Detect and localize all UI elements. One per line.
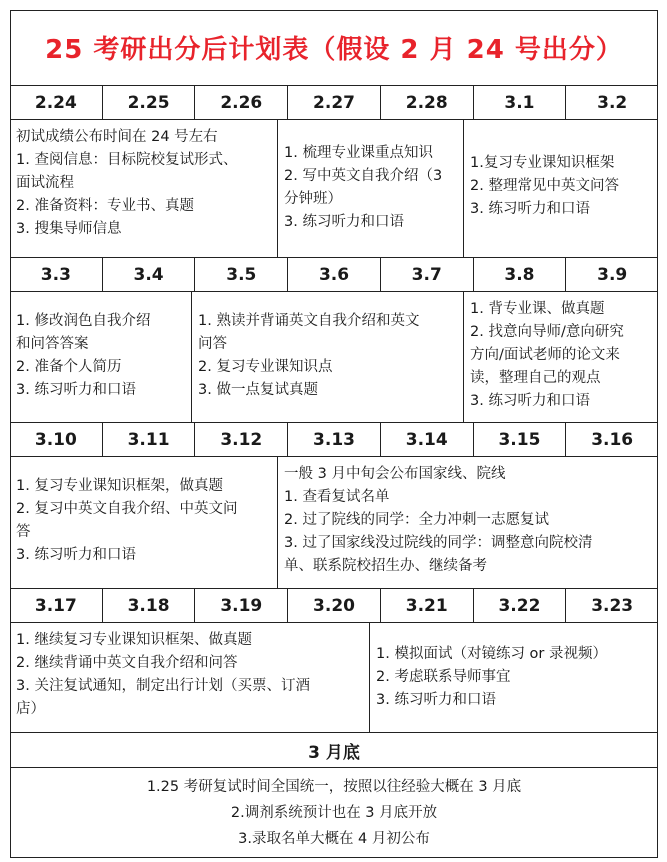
date-cell: 3.8	[474, 258, 567, 291]
task-block	[464, 292, 658, 423]
task-line: 1. 熟读并背诵英文自我介绍和英文	[198, 313, 420, 329]
task-block	[192, 292, 464, 423]
task-block	[10, 120, 278, 258]
date-row-week-1	[10, 86, 658, 120]
date-cell: 3.20	[288, 589, 381, 622]
task-line: 2. 准备资料：专业书、真题	[16, 198, 194, 214]
task-block	[10, 623, 370, 733]
task-line: 2. 继续背诵中英文自我介绍和问答	[16, 655, 238, 671]
task-block	[464, 120, 658, 258]
date-cell: 2.24	[10, 86, 103, 119]
month-end-heading: 3 月底	[10, 733, 658, 768]
task-line: 1. 查看复试名单	[284, 489, 390, 505]
task-line: 3. 练习听力和口语	[376, 692, 496, 708]
task-line: 3. 搜集导师信息	[16, 221, 122, 237]
note-line: 2.调剂系统预计也在 3 月底开放	[230, 805, 438, 821]
note-line: 3.录取名单大概在 4 月初公布	[238, 831, 430, 847]
date-cell: 3.15	[474, 423, 567, 456]
task-block	[10, 457, 278, 589]
task-line: 店）	[16, 701, 45, 717]
task-line: 面试流程	[16, 175, 74, 191]
task-line: 分钟班）	[284, 191, 342, 207]
date-cell: 3.12	[195, 423, 288, 456]
date-cell: 2.27	[288, 86, 381, 119]
task-line: 2. 写中英文自我介绍（3	[284, 168, 443, 184]
task-line: 2. 复习中英文自我介绍、中英文问	[16, 501, 238, 517]
date-cell: 2.28	[381, 86, 474, 119]
task-line: 3. 练习听力和口语	[470, 201, 590, 217]
task-line: 一般 3 月中旬会公布国家线、院线	[284, 466, 506, 482]
date-cell: 3.6	[288, 258, 381, 291]
task-line: 3. 练习听力和口语	[16, 382, 136, 398]
task-line: 2. 过了院线的同学：全力冲刺一志愿复试	[284, 512, 549, 528]
note-line: 1.25 考研复试时间全国统一，按照以往经验大概在 3 月底	[146, 779, 522, 795]
date-cell: 3.4	[103, 258, 196, 291]
task-line: 1. 梳理专业课重点知识	[284, 145, 433, 161]
task-line: 2. 准备个人简历	[16, 359, 122, 375]
date-cell: 3.13	[288, 423, 381, 456]
task-line: 方向/面试老师的论文来	[470, 347, 620, 363]
task-line: 1. 背专业课、做真题	[470, 301, 605, 317]
task-line: 1.复习专业课知识框架	[470, 155, 615, 171]
date-cell: 3.22	[474, 589, 567, 622]
task-line: 1. 复习专业课知识框架，做真题	[16, 478, 223, 494]
date-cell: 3.3	[10, 258, 103, 291]
date-cell: 3.10	[10, 423, 103, 456]
page-title: 25 考研出分后计划表（假设 2 月 24 号出分）	[10, 10, 658, 86]
date-cell: 3.2	[597, 92, 628, 113]
task-line: 1. 查阅信息：目标院校复试形式、	[16, 152, 238, 168]
date-cell: 3.21	[381, 589, 474, 622]
task-line: 3. 做一点复试真题	[198, 382, 318, 398]
task-block	[370, 623, 658, 733]
date-cell: 2.25	[103, 86, 196, 119]
task-block	[10, 292, 192, 423]
task-line: 3. 练习听力和口语	[284, 214, 404, 230]
date-cell: 3.16	[591, 429, 634, 450]
task-line: 问答	[198, 336, 227, 352]
task-line: 3. 过了国家线没过院线的同学：调整意向院校清	[284, 535, 593, 551]
task-line: 读，整理自己的观点	[470, 370, 601, 386]
task-line: 答	[16, 524, 31, 540]
task-line: 3. 关注复试通知，制定出行计划（买票、订酒	[16, 678, 310, 694]
task-line: 2. 找意向导师/意向研究	[470, 324, 624, 340]
date-row-week-3	[10, 423, 658, 457]
task-line: 3. 练习听力和口语	[470, 393, 590, 409]
date-cell: 3.17	[10, 589, 103, 622]
date-cell: 3.9	[597, 264, 628, 285]
date-cell: 3.11	[103, 423, 196, 456]
task-line: 1. 修改润色自我介绍	[16, 313, 151, 329]
task-line: 1. 模拟面试（对镜练习 or 录视频）	[376, 646, 607, 662]
date-row-week-2	[10, 258, 658, 292]
date-cell: 3.7	[381, 258, 474, 291]
task-line: 和问答答案	[16, 336, 89, 352]
task-line: 2. 复习专业课知识点	[198, 359, 333, 375]
task-block	[278, 120, 464, 258]
task-block	[278, 457, 658, 589]
date-cell: 2.26	[195, 86, 288, 119]
date-cell: 3.14	[381, 423, 474, 456]
task-line: 1. 继续复习专业课知识框架、做真题	[16, 632, 252, 648]
date-cell: 3.19	[195, 589, 288, 622]
task-line: 初试成绩公布时间在 24 号左右	[16, 129, 218, 145]
date-cell: 3.18	[103, 589, 196, 622]
date-cell: 3.23	[591, 595, 634, 616]
month-end-notes	[10, 768, 658, 856]
date-cell: 3.1	[474, 86, 567, 119]
task-line: 3. 练习听力和口语	[16, 547, 136, 563]
task-line: 2. 整理常见中英文问答	[470, 178, 619, 194]
date-row-week-4	[10, 589, 658, 623]
task-line: 2. 考虑联系导师事宜	[376, 669, 511, 685]
date-cell: 3.5	[195, 258, 288, 291]
task-line: 单、联系院校招生办、继续备考	[284, 558, 487, 574]
